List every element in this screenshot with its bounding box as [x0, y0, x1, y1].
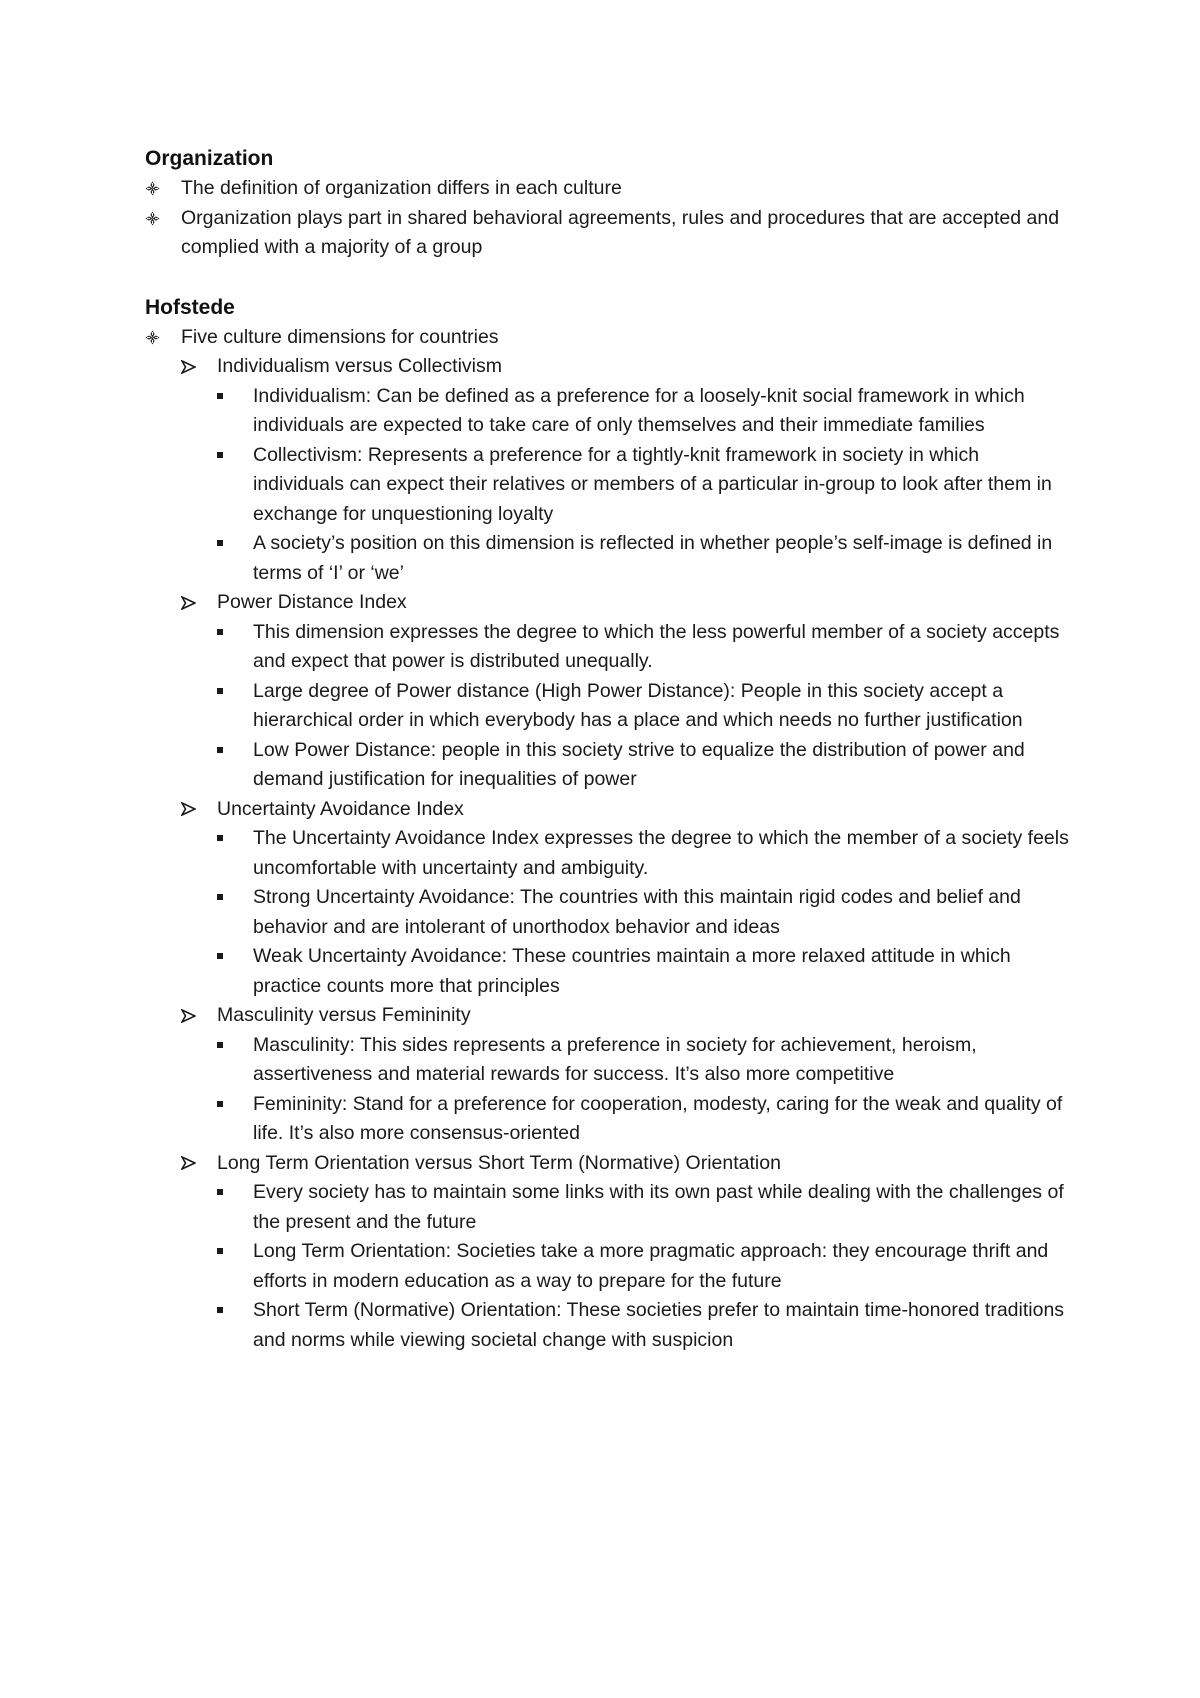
- point-list: [217, 1031, 1075, 1149]
- dimension-item: [181, 352, 1075, 588]
- square-bullet-icon: [217, 529, 239, 559]
- dimension-item: [181, 588, 1075, 795]
- arrowhead-bullet-icon: [181, 795, 203, 825]
- point-item: [217, 1237, 1075, 1296]
- square-bullet-icon: [217, 942, 239, 972]
- point-list: [217, 824, 1075, 1001]
- point-text: Strong Uncertainty Avoidance: The countries with this maintain rigid codes and belief and behavior and are intolerant of unorthodox behavior and ideas: [253, 886, 1021, 938]
- point-item: [217, 736, 1075, 795]
- point-list: [217, 382, 1075, 589]
- point-text: Large degree of Power distance (High Power Distance): People in this society accept a hierarchical order in which everybody has a place and which needs no further justification: [253, 679, 1023, 731]
- square-bullet-icon: [217, 736, 239, 766]
- hofstede-list: [145, 323, 1075, 1356]
- square-bullet-icon: [217, 1296, 239, 1326]
- point-text: Every society has to maintain some links with its own past while dealing with the challenges of the present and the future: [253, 1181, 1064, 1233]
- dimension-label: Masculinity versus Femininity: [217, 1004, 471, 1026]
- point-item: [217, 1178, 1075, 1237]
- point-text: Weak Uncertainty Avoidance: These countries maintain a more relaxed attitude in which practice counts more that principles: [253, 945, 1011, 997]
- dimension-item: [181, 1149, 1075, 1356]
- square-bullet-icon: [217, 1178, 239, 1208]
- list-item: [145, 174, 1075, 204]
- square-bullet-icon: [217, 441, 239, 471]
- point-item: [217, 1090, 1075, 1149]
- dimension-list: [181, 352, 1075, 1355]
- dimension-label: Uncertainty Avoidance Index: [217, 797, 464, 820]
- arrowhead-bullet-icon: [181, 352, 203, 382]
- point-item: [217, 618, 1075, 677]
- point-text: The Uncertainty Avoidance Index expresses the degree to which the member of a society feels uncomfortable with uncertainty and ambiguity.: [253, 827, 1069, 879]
- list-item-text: Five culture dimensions for countries: [181, 325, 499, 348]
- dimension-label: Long Term Orientation versus Short Term (Normative) Orientation: [217, 1151, 781, 1174]
- diamond-bullet-icon: [145, 323, 167, 353]
- arrowhead-bullet-icon: [181, 588, 203, 618]
- list-item: [145, 323, 1075, 1356]
- list-item: [145, 204, 1075, 263]
- point-text: Masculinity: This sides represents a preference in society for achievement, heroism, assertiveness and material rewards for success. It’s also more competitive: [253, 1033, 977, 1085]
- square-bullet-icon: [217, 618, 239, 648]
- dimension-label: Power Distance Index: [217, 591, 407, 613]
- point-text: Individualism: Can be defined as a preference for a loosely-knit social framework in which individuals are expected to take care of only themselves and their immediate families: [253, 384, 1025, 436]
- square-bullet-icon: [217, 883, 239, 913]
- point-text: Short Term (Normative) Orientation: These societies prefer to maintain time-honored traditions and norms while viewing societal change with suspicion: [253, 1299, 1065, 1351]
- heading-organization: Organization: [145, 147, 274, 170]
- square-bullet-icon: [217, 1090, 239, 1120]
- list-item-text: The definition of organization differs in each culture: [181, 177, 622, 199]
- point-item: [217, 883, 1075, 942]
- point-item: [217, 1296, 1075, 1355]
- point-item: [217, 824, 1075, 883]
- square-bullet-icon: [217, 1237, 239, 1267]
- point-item: [217, 942, 1075, 1001]
- list-item-text: Organization plays part in shared behavioral agreements, rules and procedures that are accepted and complied with a majority of a group: [181, 206, 1060, 258]
- point-text: This dimension expresses the degree to which the less powerful member of a society accepts and expect that power is distributed unequally.: [253, 620, 1060, 672]
- point-text: Collectivism: Represents a preference for a tightly-knit framework in society in which individuals can expect their relatives or members of a particular in-group to look after them in exchange for unquestioning loyalty: [253, 443, 1052, 525]
- arrowhead-bullet-icon: [181, 1149, 203, 1179]
- point-list: [217, 1178, 1075, 1355]
- point-item: [217, 1031, 1075, 1090]
- point-text: Femininity: Stand for a preference for cooperation, modesty, caring for the weak and quality of life. It’s also more consensus-oriented: [253, 1092, 1063, 1144]
- document-content: [145, 144, 1075, 1355]
- dimension-item: [181, 1001, 1075, 1149]
- square-bullet-icon: [217, 824, 239, 854]
- point-item: [217, 382, 1075, 441]
- point-item: [217, 441, 1075, 530]
- heading-hofstede: Hofstede: [145, 295, 235, 319]
- diamond-bullet-icon: [145, 174, 167, 204]
- arrowhead-bullet-icon: [181, 1001, 203, 1031]
- point-text: Long Term Orientation: Societies take a more pragmatic approach: they encourage thrift and efforts in modern education as a way to prepare for the future: [253, 1240, 1049, 1292]
- point-text: Low Power Distance: people in this society strive to equalize the distribution of power and demand justification for inequalities of power: [253, 738, 1025, 790]
- point-list: [217, 618, 1075, 795]
- point-item: [217, 529, 1075, 588]
- square-bullet-icon: [217, 677, 239, 707]
- diamond-bullet-icon: [145, 204, 167, 234]
- dimension-label: Individualism versus Collectivism: [217, 355, 502, 377]
- point-item: [217, 677, 1075, 736]
- point-text: A society’s position on this dimension is reflected in whether people’s self-image is defined in terms of ‘I’ or ‘we’: [253, 532, 1053, 584]
- square-bullet-icon: [217, 1031, 239, 1061]
- organization-list: [145, 174, 1075, 263]
- dimension-item: [181, 795, 1075, 1002]
- square-bullet-icon: [217, 382, 239, 412]
